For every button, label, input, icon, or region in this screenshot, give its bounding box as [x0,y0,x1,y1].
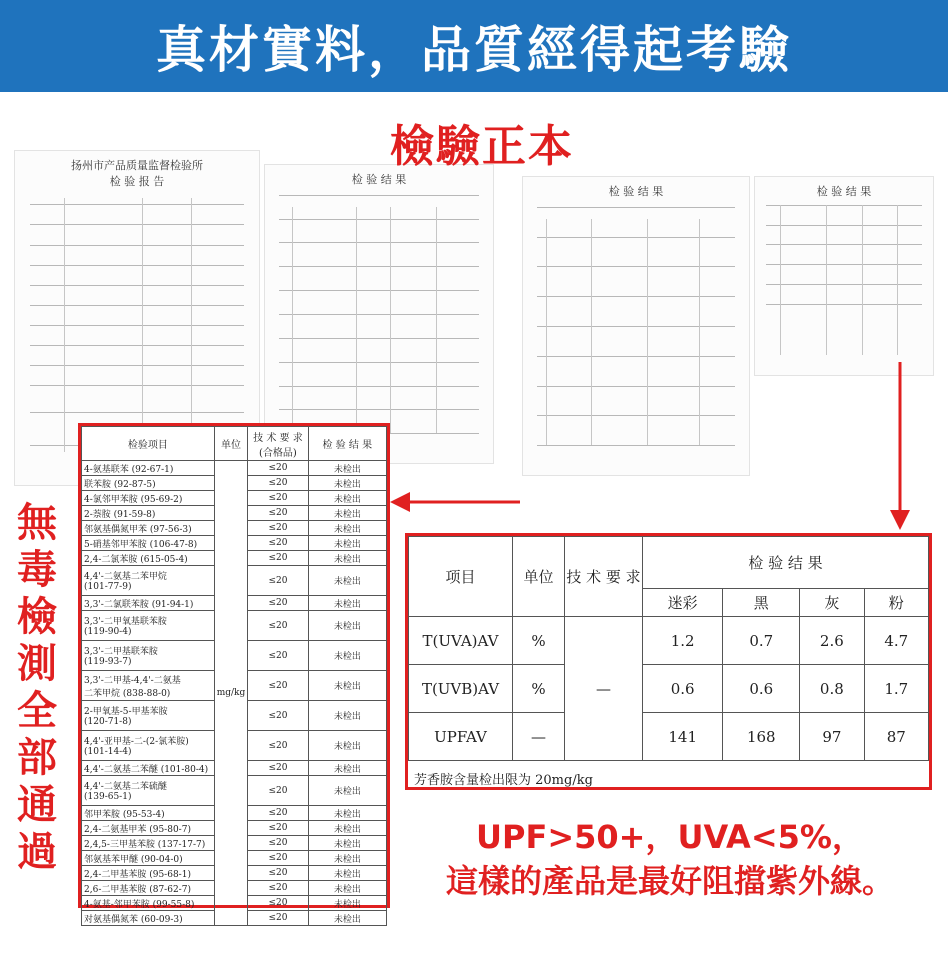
row-result: 未检出 [308,566,386,596]
row-item: 4-氨基联苯 (92-67-1) [82,461,215,476]
row-req: ≤20 [248,821,308,836]
row-unit: % [513,617,565,665]
row-item: 联苯胺 (92-87-5) [82,476,215,491]
uv-protection-table-zoom [405,533,932,790]
side-char: 部 [17,735,57,781]
row-req: ≤20 [248,731,308,761]
caption-line-2: 這樣的產品是最好阻擋紫外線。 [445,862,894,900]
row-value: 141 [643,713,723,761]
row-item: 2,4-二氯苯胺 (615-05-4) [82,551,215,566]
row-item: 3,3'-二甲氧基联苯胺 (119-90-4) [82,611,215,641]
row-value: 87 [864,713,928,761]
row-result: 未检出 [308,521,386,536]
row-result: 未检出 [308,911,386,926]
side-char: 過 [17,829,57,875]
aromatic-amine-table [81,426,387,926]
side-char: 通 [17,782,57,828]
row-result: 未检出 [308,761,386,776]
side-char: 檢 [17,594,57,640]
row-req: ≤20 [248,521,308,536]
row-item: 2,4,5-三甲基苯胺 (137-17-7) [82,836,215,851]
uv-protection-table [408,536,929,761]
row-item: UPFAV [409,713,513,761]
side-caption [12,500,62,876]
result-page-document [264,164,494,464]
row-req: ≤20 [248,776,308,806]
row-value: 2.6 [800,617,864,665]
caption-line-1: UPF>50+，UVA<5%， [476,818,864,856]
row-item: 对氨基偶氮苯 (60-09-3) [82,911,215,926]
color-header: 黑 [723,589,800,617]
row-req: ≤20 [248,596,308,611]
col-req-header: 技 术 要 求 (合格品) [248,427,308,461]
doc-title: 扬州市产品质量监督检验所 检 验 报 告 [71,159,203,188]
col-unit-header: 单位 [513,537,565,617]
row-item: 2,4-二甲基苯胺 (95-68-1) [82,866,215,881]
col-item-header: 检验项目 [82,427,215,461]
table-row [409,713,929,761]
row-result: 未检出 [308,701,386,731]
row-result: 未检出 [308,536,386,551]
row-item: 3,3'-二甲基-4,4'-二氨基 二苯甲烷 (838-88-0) [82,671,215,701]
row-req: ≤20 [248,896,308,911]
table-row [409,665,929,713]
banner-title: 真材實料，品質經得起考驗 [156,21,792,79]
row-req: ≤20 [248,491,308,506]
table-row [82,461,387,476]
col-req-header: 技 术 要 求 [565,537,643,617]
row-item: 4,4'-二氨基二苯甲烷 (101-77-9) [82,566,215,596]
row-result: 未检出 [308,476,386,491]
heading-original-report: 檢驗正本 [390,121,574,172]
row-req: ≤20 [248,866,308,881]
row-item: 2,6-二甲基苯胺 (87-62-7) [82,881,215,896]
row-req: ≤20 [248,806,308,821]
row-result: 未检出 [308,506,386,521]
row-value: 0.6 [643,665,723,713]
row-req: ≤20 [248,701,308,731]
row-value: 1.7 [864,665,928,713]
row-item: 3,3'-二氯联苯胺 (91-94-1) [82,596,215,611]
row-req: ≤20 [248,671,308,701]
row-unit: % [513,665,565,713]
row-result: 未检出 [308,596,386,611]
color-header: 迷彩 [643,589,723,617]
row-item: 4,4'-亚甲基-二-(2-氯苯胺) (101-14-4) [82,731,215,761]
row-req: ≤20 [248,506,308,521]
row-value: 0.8 [800,665,864,713]
row-result: 未检出 [308,731,386,761]
row-unit: — [513,713,565,761]
row-req: ≤20 [248,911,308,926]
row-value: 0.7 [723,617,800,665]
row-result: 未检出 [308,671,386,701]
row-item: 邻氨基苯甲醚 (90-04-0) [82,851,215,866]
row-result: 未检出 [308,491,386,506]
row-result: 未检出 [308,806,386,821]
row-item: T(UVA)AV [409,617,513,665]
col-result-header: 检 验 结 果 [643,537,929,589]
row-req: ≤20 [248,566,308,596]
row-item: 2-甲氧基-5-甲基苯胺 (120-71-8) [82,701,215,731]
col-unit-header: 单位 [214,427,248,461]
row-req: ≤20 [248,461,308,476]
row-value: 1.2 [643,617,723,665]
row-item: 3,3'-二甲基联苯胺 (119-93-7) [82,641,215,671]
row-result: 未检出 [308,881,386,896]
row-item: 2,4-二氨基甲苯 (95-80-7) [82,821,215,836]
row-result: 未检出 [308,836,386,851]
row-value: 0.6 [723,665,800,713]
row-item: 4-氨基-邻甲苯胺 (99-55-8) [82,896,215,911]
row-req: ≤20 [248,476,308,491]
result-page-document [754,176,934,376]
row-req: ≤20 [248,851,308,866]
row-item: 邻甲苯胺 (95-53-4) [82,806,215,821]
row-result: 未检出 [308,461,386,476]
row-req: ≤20 [248,551,308,566]
row-result: 未检出 [308,611,386,641]
row-item: 2-萘胺 (91-59-8) [82,506,215,521]
row-result: 未检出 [308,551,386,566]
row-value: 97 [800,713,864,761]
color-header: 灰 [800,589,864,617]
row-result: 未检出 [308,776,386,806]
side-char: 毒 [17,547,57,593]
row-unit: mg/kg [214,461,248,926]
doc-title: 检 验 结 果 [351,173,407,186]
row-item: 5-硝基邻甲苯胺 (106-47-8) [82,536,215,551]
col-result-header: 检 验 结 果 [308,427,386,461]
aromatic-amine-table-zoom [78,423,390,925]
row-result: 未检出 [308,641,386,671]
row-req: ≤20 [248,536,308,551]
side-char: 無 [17,500,57,546]
row-item: 4,4'-二氨基二苯硫醚 (139-65-1) [82,776,215,806]
row-result: 未检出 [308,821,386,836]
row-result: 未检出 [308,866,386,881]
row-req: ≤20 [248,611,308,641]
row-req: ≤20 [248,761,308,776]
row-item: T(UVB)AV [409,665,513,713]
row-item: 4-氯邻甲苯胺 (95-69-2) [82,491,215,506]
row-item: 4,4'-二氨基二苯醚 (101-80-4) [82,761,215,776]
table-row [409,617,929,665]
side-char: 全 [17,688,57,734]
row-result: 未检出 [308,851,386,866]
row-req: ≤20 [248,641,308,671]
row-value: 168 [723,713,800,761]
row-result: 未检出 [308,896,386,911]
doc-title: 检 验 结 果 [816,185,872,198]
row-req: ≤20 [248,836,308,851]
color-header: 粉 [864,589,928,617]
side-char: 測 [17,641,57,687]
arrow-left-icon [390,490,520,514]
detection-limit-note: 芳香胺含量检出限为 20mg/kg [414,773,593,788]
doc-title: 检 验 结 果 [608,185,664,198]
row-req: ≤20 [248,881,308,896]
arrow-down-icon [888,362,912,530]
result-page-document [522,176,750,476]
row-value: 4.7 [864,617,928,665]
row-item: 邻氨基偶氮甲苯 (97-56-3) [82,521,215,536]
header-banner [0,0,948,92]
row-req: — [565,617,643,761]
col-item-header: 项目 [409,537,513,617]
